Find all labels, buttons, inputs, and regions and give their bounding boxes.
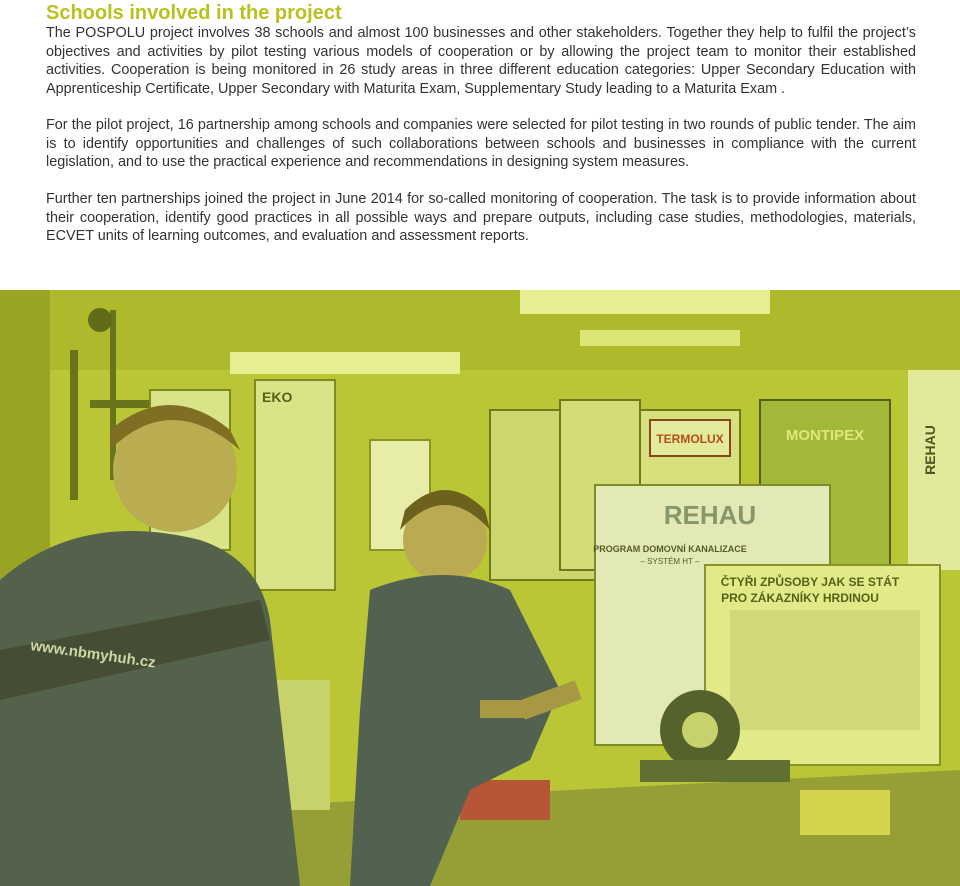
section-title: Schools involved in the project: [46, 2, 342, 24]
rehau-board-sign: REHAU: [663, 500, 757, 530]
poster-line-2: PRO ZÁKAZNÍKY HRDINOU: [721, 591, 879, 605]
monitoring-paragraph: Further ten partnerships joined the project in June 2014 for so-called monitoring of cooperation. The task is to provide information about their cooperation, identify good practices in all possible ways and prepare outputs, including case studies, methodologies, materials, ECVET units of learning outcomes, and evaluation and assessment reports.: [46, 191, 916, 244]
poster-line-1: ČTYŘI ZPŮSOBY JAK SE STÁT: [720, 575, 900, 589]
program-title: PROGRAM DOMOVNÍ KANALIZACE: [593, 544, 747, 554]
intro-paragraph: The POSPOLU project involves 38 schools and almost 100 businesses and other stakeholders. Together they help to fulfil the project’s objectives and activities by pilot testing various models of cooperation or by allowing the project team to monitor their established activities. Cooperation is being monitored in 26 study areas in three different education categories: Upper Secondary Education with Apprenticeship Certificate, Upper Secondary with Maturita Exam, Supplementary Study leading to a Maturita Exam .: [46, 25, 916, 97]
workshop-photo: [0, 290, 960, 886]
jacket-text: www.nbmyhuh.cz: [29, 637, 157, 672]
pilot-project-paragraph: For the pilot project, 16 partnership among schools and companies were selected for pilot testing in two rounds of public tender. The aim is to identify opportunities and challenges of such collaborations between schools and businesses in compliance with the current legislation, and to use the practical experience and recommendations in designing system measures.: [46, 117, 916, 170]
ekd-sign: EKO: [262, 389, 293, 405]
rehau-side-sign: REHAU: [922, 425, 938, 475]
program-subtitle: – SYSTÉM HT –: [640, 557, 700, 566]
montipex-sign: MONTIPEX: [785, 427, 865, 444]
termolux-sign: TERMOLUX: [656, 432, 724, 446]
